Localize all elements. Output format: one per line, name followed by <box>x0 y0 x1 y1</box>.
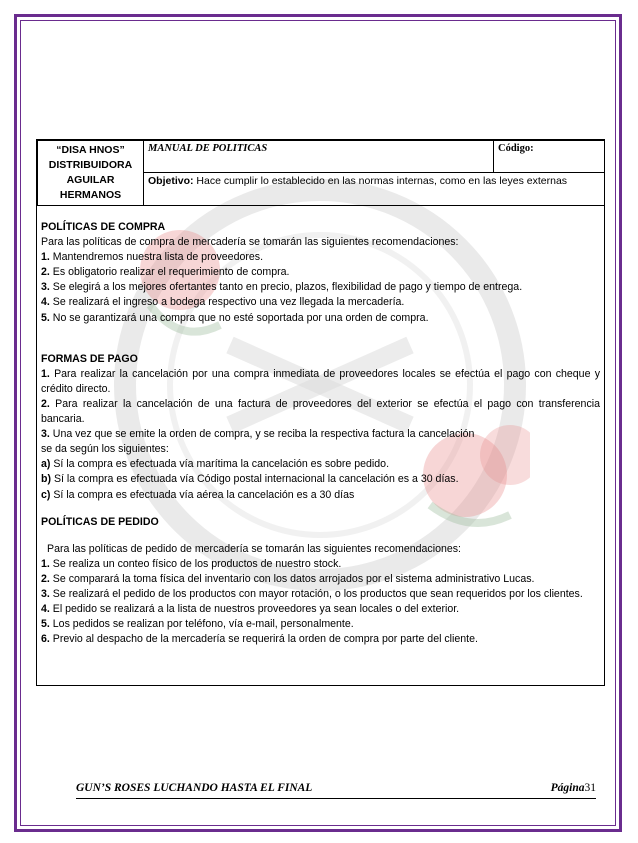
code-label: Código: <box>494 141 605 173</box>
pago-sub-item: b) Sí la compra es efectuada vía Código postal internacional la cancelación es a 30 días. <box>41 473 459 486</box>
pedido-title: POLÍTICAS DE PEDIDO <box>41 515 159 528</box>
compra-item: 5. No se garantizará una compra que no esté soportada por una orden de compra. <box>41 311 429 324</box>
pago-item: 3. Una vez que se emite la orden de compra, y se reciba la respectiva factura la cancelación <box>41 428 475 441</box>
pedido-intro: Para las políticas de pedido de mercadería se tomarán las siguientes recomendaciones: <box>47 542 461 555</box>
objective-text: Hace cumplir lo establecido en las normas internas, como en las leyes externas <box>193 174 568 187</box>
pago-item: 1. Para realizar la cancelación por una compra inmediata de proveedores locales se efectúa el pago con cheque y crédito directo. <box>41 367 600 395</box>
manual-title: MANUAL DE POLITICAS <box>144 141 494 173</box>
page-footer <box>76 782 596 799</box>
compra-intro: Para las políticas de compra de mercadería se tomarán las siguientes recomendaciones: <box>41 236 459 249</box>
page-label: Página <box>550 782 585 794</box>
policy-document <box>36 139 605 686</box>
footer-slogan: GUN’S ROSES LUCHANDO HASTA EL FINAL <box>76 782 313 794</box>
pago-sub-item: c) Sí la compra es efectuada vía aérea la cancelación es a 30 días <box>41 488 355 501</box>
compra-item: 4. Se realizará el ingreso a bodega respectivo una vez llegada la mercadería. <box>41 296 405 309</box>
pago-title: FORMAS DE PAGO <box>41 352 138 365</box>
page-number <box>551 782 596 794</box>
company-line3: AGUILAR <box>66 174 115 186</box>
company-name-cell <box>38 141 144 206</box>
page-num: 31 <box>584 782 596 794</box>
compra-title: POLÍTICAS DE COMPRA <box>41 221 166 233</box>
pedido-item: 1. Se realiza un conteo físico de los productos de nuestro stock. <box>41 557 342 570</box>
pago-sub-item: a) Sí la compra es efectuada vía marítima la cancelación es sobre pedido. <box>41 458 390 471</box>
document-body <box>37 206 604 647</box>
company-line4: HERMANOS <box>59 189 122 201</box>
pedido-item: 4. El pedido se realizará a la lista de nuestros proveedores ya sean locales o del exterior. <box>41 603 460 616</box>
objective-label: Objetivo: <box>148 174 194 187</box>
pedido-item: 5. Los pedidos se realizan por teléfono, vía e-mail, personalmente. <box>41 618 354 631</box>
company-line2: DISTRIBUIDORA <box>48 159 133 171</box>
pedido-item: 2. Se comparará la toma física del inventario con los datos arrojados por el sistema administrativo Lucas. <box>41 572 535 585</box>
objective-cell <box>144 172 605 206</box>
pago-item: 2. Para realizar la cancelación de una factura de proveedores del exterior se efectúa el pago con transferencia bancaria. <box>41 397 600 426</box>
pedido-item: 6. Previo al despacho de la mercadería se requerirá la orden de compra por parte del cliente. <box>41 633 478 646</box>
company-line1: “DISA HNOS” <box>56 144 125 156</box>
compra-item: 1. Mantendremos nuestra lista de proveedores. <box>41 251 264 264</box>
pedido-item: 3. Se realizará el pedido de los productos con mayor rotación, o los productos que sean requeridos por los clientes. <box>41 587 583 600</box>
compra-item: 2. Es obligatorio realizar el requerimiento de compra. <box>41 266 290 279</box>
pago-item-cont: se da según los siguientes: <box>41 443 169 456</box>
compra-item: 3. Se elegirá a los mejores ofertantes tanto en precio, plazos, flexibilidad de pago y tiempo de entrega. <box>41 281 523 294</box>
document-header-table <box>37 140 605 206</box>
